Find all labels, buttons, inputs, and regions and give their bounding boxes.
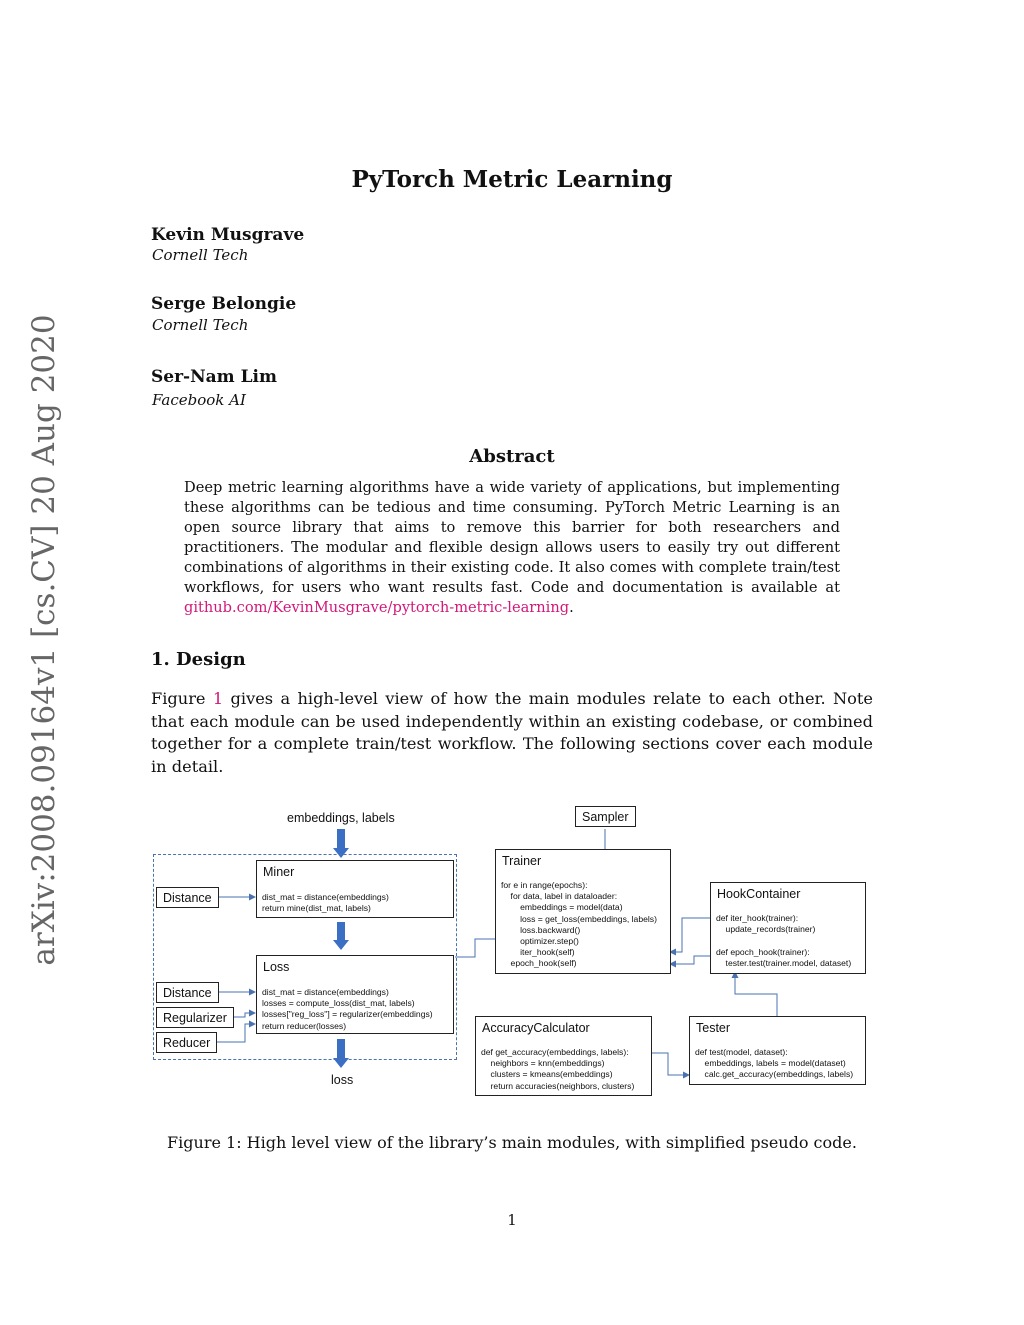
tester-title: Tester [696,1021,731,1035]
author-name: Serge Belongie [151,294,297,314]
trainer-code: for e in range(epochs): for data, label in dataloader: embeddings = model(data) loss = get_loss(embeddings, labels) loss.backward() optimizer.step() iter_hook(self) epoch_hook(self) [501,880,657,969]
author-name: Kevin Musgrave [151,225,305,245]
author-affiliation: Cornell Tech [152,316,249,334]
miner-box [256,860,454,918]
accuracycalculator-title: AccuracyCalculator [482,1021,590,1035]
miner-code: dist_mat = distance(embeddings) return mine(dist_mat, labels) [262,892,389,914]
tester-box [689,1016,866,1085]
author-affiliation: Cornell Tech [152,246,249,264]
paper-title: PyTorch Metric Learning [351,166,673,193]
figure-caption: Figure 1: High level view of the library’s main modules, with simplified pseudo code. [167,1133,857,1152]
arxiv-identifier: arXiv:2008.09164v1 [cs.CV] 20 Aug 2020 [26,314,62,966]
abstract-end: . [569,599,574,616]
miner-title: Miner [263,865,295,879]
author-affiliation: Facebook AI [152,391,246,409]
output-label: loss [331,1073,354,1087]
hookcontainer-title: HookContainer [717,887,801,901]
section-heading: 1. Design [151,649,246,670]
figure-reference-link[interactable]: 1 [212,689,224,708]
para-rest: gives a high-level view of how the main modules relate to each other. Note that each module can be used independently within an existing codebase, or combined together for a complete train/test workflow. The following sections cover each module in detail. [151,689,873,776]
tester-code: def test(model, dataset): embeddings, labels = model(dataset) calc.get_accuracy(embeddings, labels) [695,1047,854,1080]
distance-box: Distance [156,982,219,1003]
author-name: Ser-Nam Lim [151,367,277,387]
abstract-body-text: Deep metric learning algorithms have a wide variety of applications, but implementing these algorithms can be tedious and time consuming. PyTorch Metric Learning is an open source library that aims to remove this barrier for both researchers and practitioners. The modular and flexible design allows users to easily try out different combinations of algorithms in their existing code. It also comes with complete train/test workflows, for users who want results fast. Code and documentation is available at [184,479,840,596]
input-label: embeddings, labels [287,811,395,825]
loss-box [256,955,454,1034]
reducer-box: Reducer [156,1032,217,1053]
loss-title: Loss [263,960,290,974]
hookcontainer-box [710,882,866,974]
accuracycalculator-code: def get_accuracy(embeddings, labels): neighbors = knn(embeddings) clusters = kmeans(embeddings) return accuracies(neighbors, clusters) [481,1047,635,1091]
distance-box: Distance [156,887,219,908]
regularizer-box: Regularizer [156,1007,234,1028]
loss-code: dist_mat = distance(embeddings) losses = compute_loss(dist_mat, labels) losses["reg_loss"] = regularizer(embeddings) return reducer(losses) [262,987,433,1031]
accuracycalculator-box [475,1016,652,1096]
trainer-title: Trainer [502,854,542,868]
page-number: 1 [507,1211,517,1229]
sampler-box: Sampler [575,806,636,827]
trainer-box [495,849,671,974]
para-start: Figure [151,689,206,708]
abstract-heading: Abstract [469,446,555,467]
code-link[interactable]: github.com/KevinMusgrave/pytorch-metric-learning [184,599,570,616]
hookcontainer-code: def iter_hook(trainer): update_records(trainer) def epoch_hook(trainer): tester.test(trainer.model, dataset) [716,913,852,968]
